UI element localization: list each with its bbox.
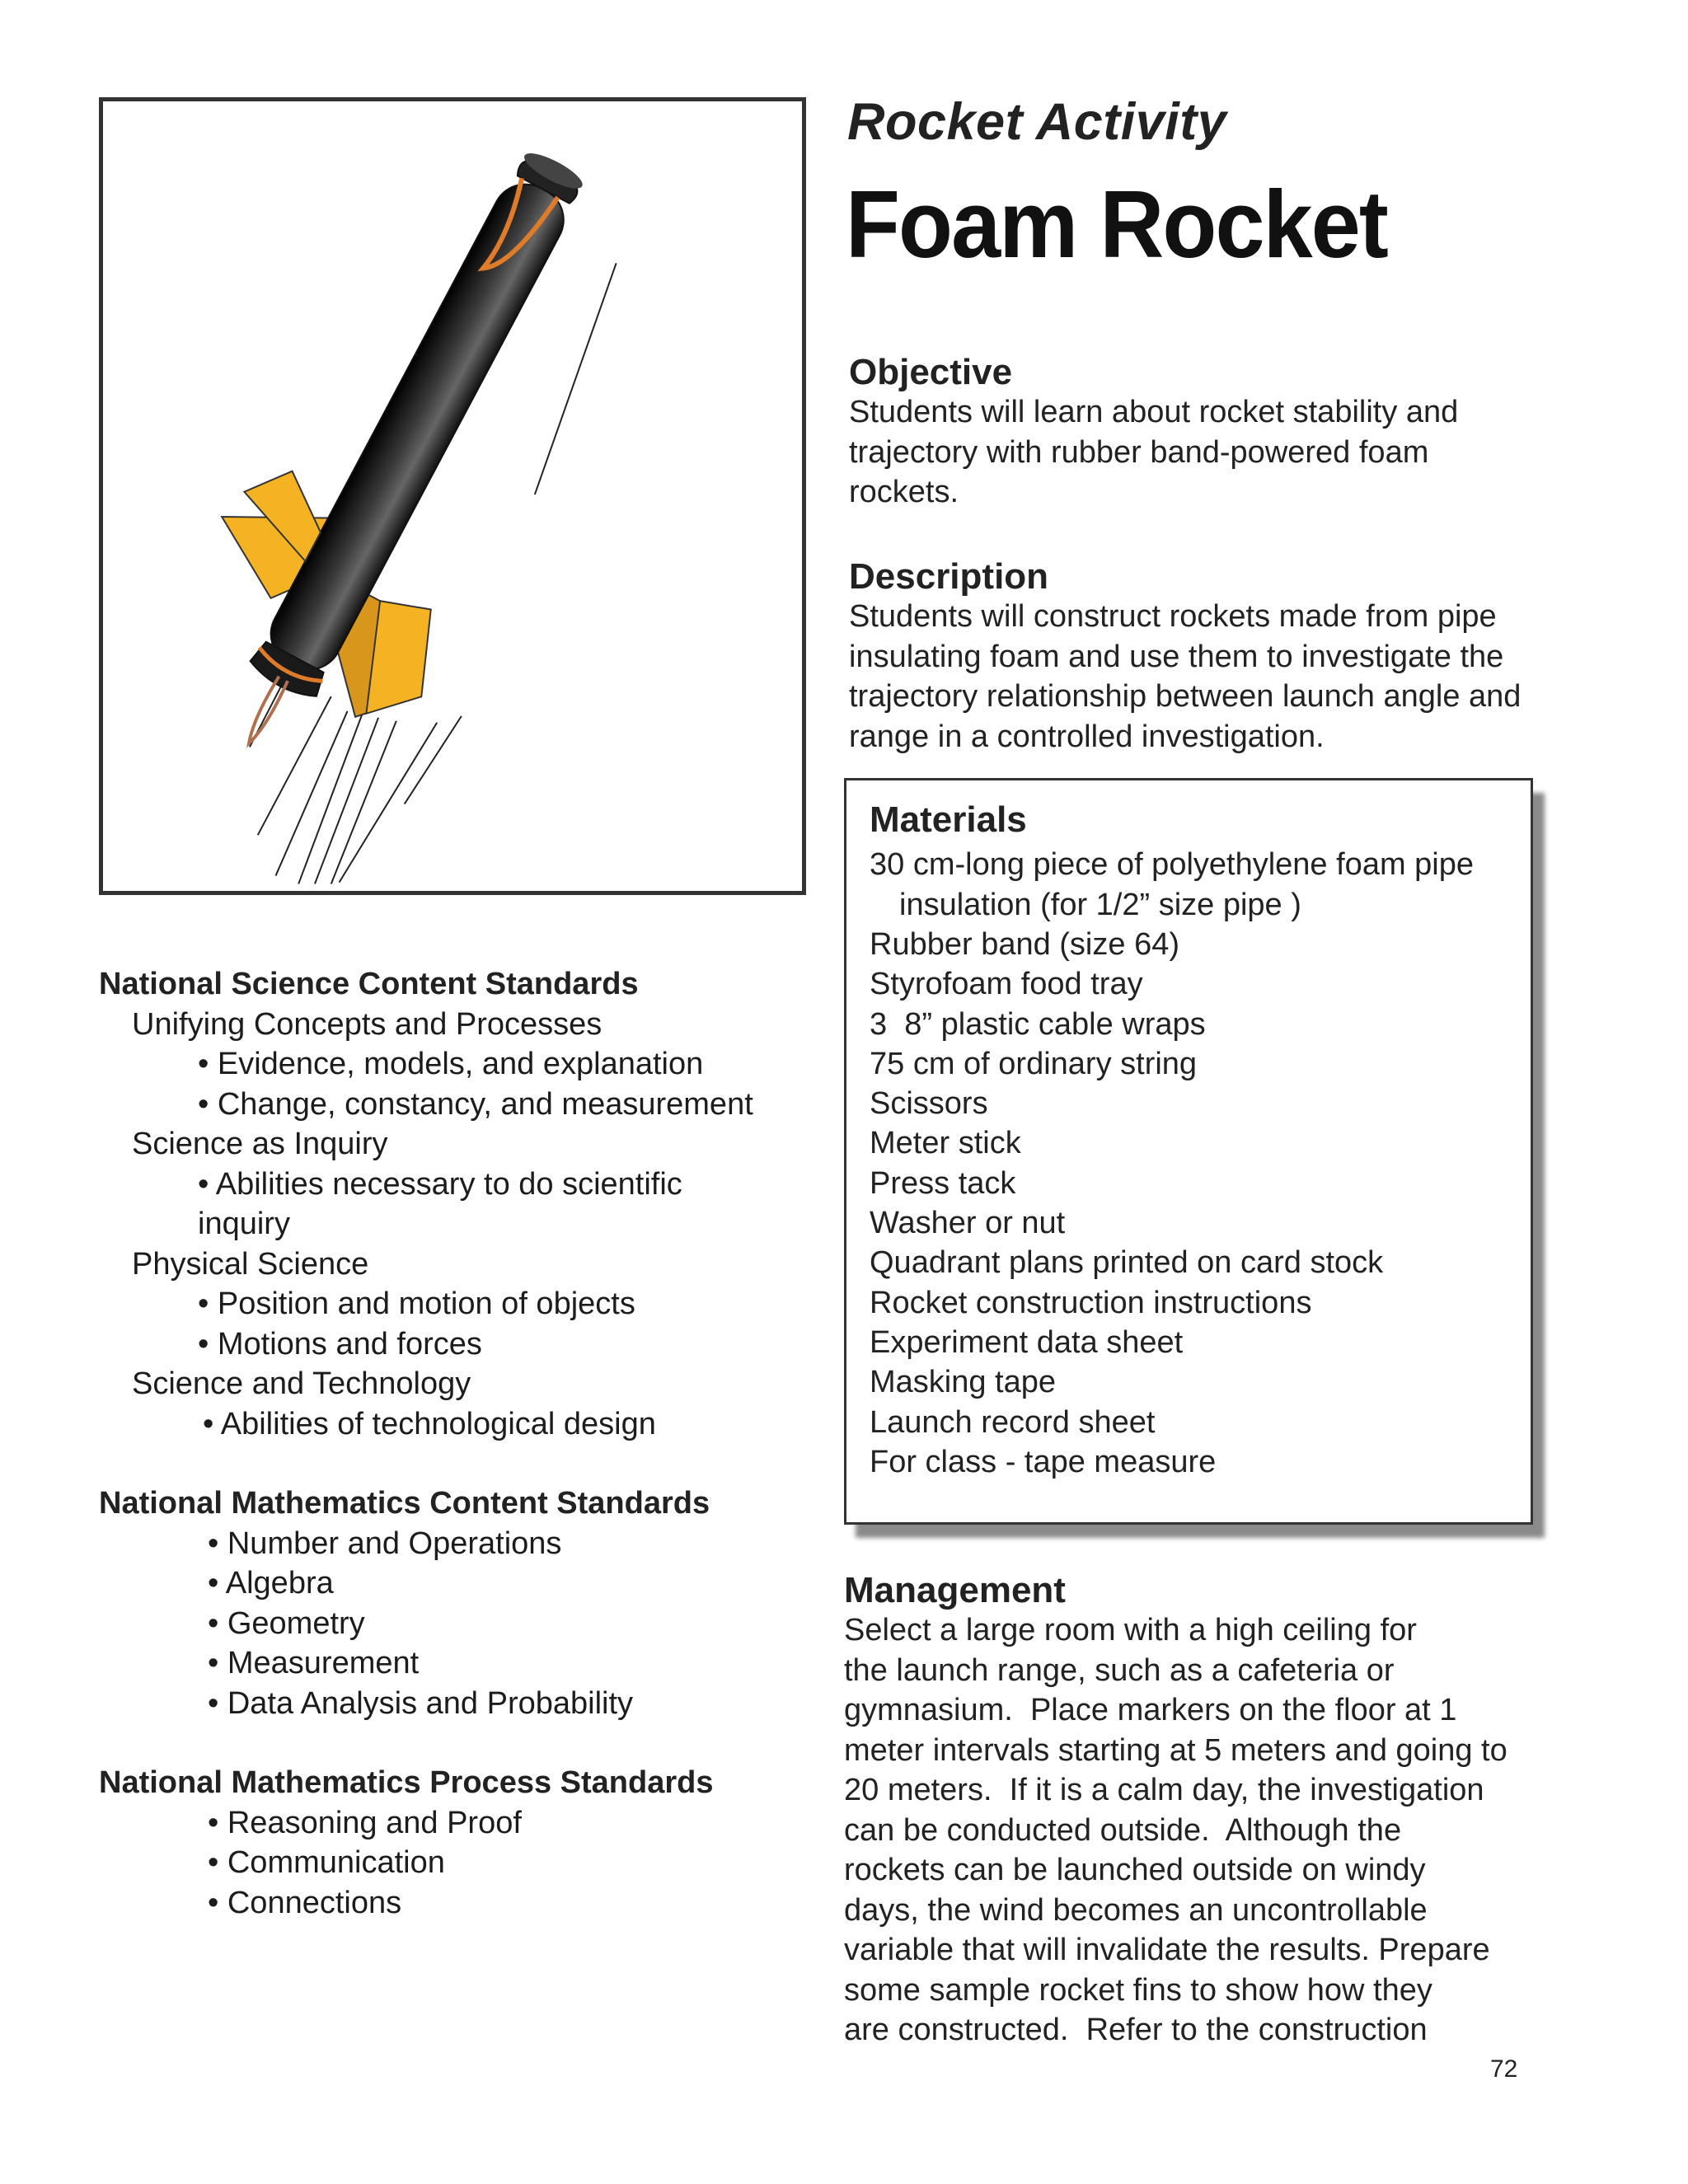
management-heading: Management xyxy=(844,1570,1066,1610)
materials-heading: Materials xyxy=(870,799,1027,840)
management-line: rockets can be launched outside on windy xyxy=(844,1853,1426,1888)
standards-item: • Algebra xyxy=(208,1566,334,1601)
management-line: 20 meters. If it is a calm day, the investigation xyxy=(844,1773,1484,1808)
objective-text: Students will learn about rocket stability and trajectory with rubber band-powered foam rockets. xyxy=(849,395,1459,510)
page-title: Foam Rocket xyxy=(846,171,1387,278)
management-line: gymnasium. Place markers on the floor at 1 xyxy=(844,1693,1457,1728)
objective-section xyxy=(849,353,1591,513)
list-item: Rocket construction instructions xyxy=(870,1285,1312,1320)
standards-item: • Geometry xyxy=(208,1605,365,1641)
management-line: some sample rocket fins to show how they xyxy=(844,1972,1432,2008)
standards-group-label: Science as Inquiry xyxy=(132,1127,388,1161)
description-heading: Description xyxy=(849,556,1049,597)
math-content-standards-heading: National Mathematics Content Standards xyxy=(99,1486,710,1521)
management-line: the launch range, such as a cafeteria or xyxy=(844,1652,1395,1688)
rocket-illustration xyxy=(99,97,806,895)
management-line: meter intervals starting at 5 meters and going to xyxy=(844,1732,1507,1768)
management-line: Select a large room with a high ceiling for xyxy=(844,1613,1417,1648)
management-line: variable that will invalidate the results. Prepare xyxy=(844,1933,1490,1968)
management-line: are constructed. Refer to the construction xyxy=(844,2013,1428,2048)
activity-subtitle: Rocket Activity xyxy=(847,93,1227,151)
standards-item: • Abilities necessary to do scientific xyxy=(198,1166,682,1202)
standards-item: • Abilities of technological design xyxy=(203,1406,656,1441)
list-item: Rubber band (size 64) xyxy=(870,926,1179,962)
list-item: Experiment data sheet xyxy=(870,1324,1184,1360)
standards-item: • Motions and forces xyxy=(198,1326,482,1361)
standards-item: • Change, constancy, and measurement xyxy=(198,1086,753,1122)
description-section xyxy=(849,557,1591,757)
list-item: Scissors xyxy=(870,1086,988,1122)
standards-section xyxy=(99,964,841,1923)
science-standards-heading: National Science Content Standards xyxy=(99,967,639,1001)
materials-box xyxy=(844,778,1533,1525)
list-item: 75 cm of ordinary string xyxy=(870,1046,1198,1081)
standards-group-label: Physical Science xyxy=(132,1246,369,1282)
management-line: can be conducted outside. Although the xyxy=(844,1812,1402,1848)
list-item: insulation (for 1/2” size pipe ) xyxy=(899,887,1301,922)
standards-item: • Reasoning and Proof xyxy=(208,1805,522,1840)
list-item: Meter stick xyxy=(870,1126,1021,1161)
page-number: 72 xyxy=(1490,2055,1518,2083)
list-item: 30 cm-long piece of polyethylene foam pipe xyxy=(870,847,1475,883)
list-item: Launch record sheet xyxy=(870,1404,1156,1440)
list-item: Styrofoam food tray xyxy=(870,967,1143,1002)
math-process-standards-heading: National Mathematics Process Standards xyxy=(99,1765,714,1800)
standards-item: • Connections xyxy=(208,1885,402,1920)
standards-group-label: Science and Technology xyxy=(132,1366,471,1401)
list-item: Washer or nut xyxy=(870,1206,1066,1241)
list-item: Quadrant plans printed on card stock xyxy=(870,1245,1384,1281)
standards-item: • Data Analysis and Probability xyxy=(208,1685,634,1721)
management-line: days, the wind becomes an uncontrollable xyxy=(844,1892,1428,1928)
standards-item: • Communication xyxy=(208,1845,445,1880)
list-item: Press tack xyxy=(870,1165,1016,1201)
standards-item: inquiry xyxy=(198,1207,290,1241)
standards-item: • Measurement xyxy=(208,1646,420,1680)
standards-group-label: Unifying Concepts and Processes xyxy=(132,1006,603,1042)
objective-heading: Objective xyxy=(849,352,1013,392)
standards-item: • Position and motion of objects xyxy=(198,1286,635,1321)
standards-item: • Number and Operations xyxy=(208,1526,562,1561)
list-item: 3 8” plastic cable wraps xyxy=(870,1006,1206,1042)
list-item: For class - tape measure xyxy=(870,1444,1217,1479)
list-item: Masking tape xyxy=(870,1365,1057,1400)
management-section xyxy=(844,1571,1569,2050)
standards-item: • Evidence, models, and explanation xyxy=(198,1047,704,1081)
description-text: Students will construct rockets made from pipe insulating foam and use them to investigate the trajectory relationship between launch angle and range in a controlled investigation. xyxy=(849,599,1522,754)
